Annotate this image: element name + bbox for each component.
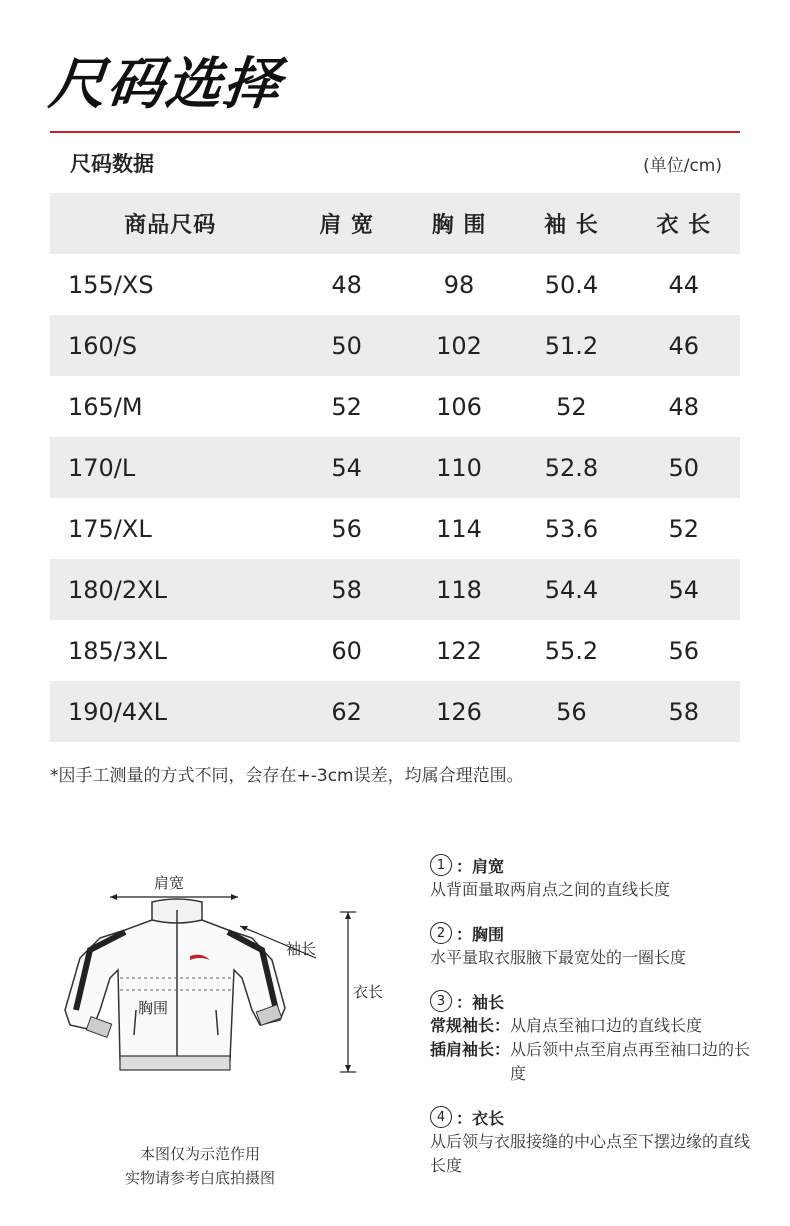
table-row bbox=[50, 376, 740, 437]
definition-text: 从背面量取两肩点之间的直线长度 bbox=[430, 880, 671, 899]
table-cell: 52 bbox=[668, 514, 700, 543]
measurement-note: *因手工测量的方式不同，会存在+-3cm误差，均属合理范围。 bbox=[50, 766, 524, 786]
table-row bbox=[50, 254, 740, 315]
table-cell: 56 bbox=[668, 636, 700, 665]
definition-chest: 2 ： 胸围 水平量取衣服腋下最宽处的一圈长度 bbox=[430, 920, 760, 970]
header-shoulder: 肩 宽 bbox=[290, 193, 402, 254]
row-value: 从后领中点至肩点再至袖口边的长度 bbox=[510, 1040, 751, 1083]
table-cell: 190/4XL bbox=[50, 681, 290, 742]
table-cell: 51.2 bbox=[515, 315, 627, 376]
header-size: 商品尺码 bbox=[50, 193, 290, 254]
table-cell: 56 bbox=[515, 681, 627, 742]
table-row bbox=[50, 437, 740, 498]
number-1-icon: 1 bbox=[430, 854, 452, 876]
table-cell: 50 bbox=[628, 437, 740, 498]
table-cell: 52.8 bbox=[515, 437, 627, 498]
table-cell: 180/2XL bbox=[50, 559, 290, 620]
table-cell: 175/XL bbox=[68, 514, 152, 543]
section-title: 尺码数据 bbox=[70, 152, 154, 176]
table-cell: 106 bbox=[436, 392, 482, 421]
header-sleeve: 袖 长 bbox=[515, 193, 627, 254]
table-cell: 102 bbox=[403, 315, 515, 376]
divider bbox=[50, 131, 740, 133]
definition-sleeve: 3 ： 袖长 常规袖长： 从肩点至袖口边的直线长度 插肩袖长： 从后领中点至肩点再至袖口边的长度 bbox=[430, 988, 760, 1086]
definition-title: 胸围 bbox=[472, 924, 505, 944]
row-value: 从肩点至袖口边的直线长度 bbox=[510, 1016, 703, 1035]
table-cell: 48 bbox=[668, 392, 700, 421]
table-cell: 126 bbox=[403, 681, 515, 742]
table-row bbox=[50, 315, 740, 376]
jacket-diagram bbox=[40, 860, 400, 1100]
table-row bbox=[50, 559, 740, 620]
table-cell: 52 bbox=[331, 392, 362, 421]
table-cell: 114 bbox=[436, 514, 482, 543]
definition-text: 水平量取衣服腋下最宽处的一圈长度 bbox=[430, 948, 687, 967]
size-table bbox=[50, 193, 740, 742]
definition-shoulder: 1 ： 肩宽 从背面量取两肩点之间的直线长度 bbox=[430, 852, 760, 902]
table-cell: 48 bbox=[331, 270, 362, 299]
definitions bbox=[430, 852, 760, 1196]
header-length: 衣 长 bbox=[628, 193, 740, 254]
table-cell: 118 bbox=[403, 559, 515, 620]
table-cell: 185/3XL bbox=[68, 636, 167, 665]
definition-text: 从后领与衣服接缝的中心点至下摆边缘的直线长度 bbox=[430, 1132, 751, 1175]
table-cell: 58 bbox=[628, 681, 740, 742]
diagram-label-chest: 胸围 bbox=[138, 999, 169, 1017]
table-row bbox=[50, 681, 740, 742]
definition-title: 肩宽 bbox=[472, 856, 505, 876]
unit-label: (单位/cm) bbox=[643, 156, 722, 176]
table-cell: 155/XS bbox=[68, 270, 154, 299]
table-cell: 54 bbox=[628, 559, 740, 620]
table-cell: 170/L bbox=[50, 437, 290, 498]
diagram-label-length: 衣长 bbox=[353, 983, 384, 1001]
page-title: 尺码选择 bbox=[46, 52, 285, 117]
diagram-caption bbox=[70, 1142, 330, 1190]
caption-line-2: 实物请参考白底拍摄图 bbox=[124, 1169, 275, 1187]
table-cell: 58 bbox=[290, 559, 402, 620]
definition-length: 4 ： 衣长 从后领与衣服接缝的中心点至下摆边缘的直线长度 bbox=[430, 1104, 760, 1178]
table-cell: 52 bbox=[556, 392, 587, 421]
table-cell: 122 bbox=[436, 636, 482, 665]
number-4-icon: 4 bbox=[430, 1106, 452, 1128]
jacket-illustration bbox=[40, 860, 400, 1100]
table-cell: 60 bbox=[331, 636, 362, 665]
definition-title: 袖长 bbox=[472, 992, 505, 1012]
table-row bbox=[50, 620, 740, 681]
sleeve-regular-row bbox=[430, 1014, 760, 1038]
diagram-label-shoulder: 肩宽 bbox=[154, 874, 185, 892]
table-cell: 98 bbox=[443, 270, 475, 299]
row-key: 常规袖长： bbox=[430, 1016, 511, 1035]
table-cell: 55.2 bbox=[544, 636, 599, 665]
definition-title: 衣长 bbox=[472, 1108, 505, 1128]
diagram-label-sleeve: 袖长 bbox=[286, 940, 317, 958]
table-cell: 53.6 bbox=[544, 514, 599, 543]
number-2-icon: 2 bbox=[430, 922, 452, 944]
number-3-icon: 3 bbox=[430, 990, 452, 1012]
table-cell: 165/M bbox=[68, 392, 143, 421]
table-cell: 56 bbox=[331, 514, 362, 543]
table-cell: 160/S bbox=[50, 315, 290, 376]
table-cell: 44 bbox=[668, 270, 700, 299]
table-cell: 110 bbox=[403, 437, 515, 498]
table-cell: 54.4 bbox=[515, 559, 627, 620]
table-cell: 54 bbox=[290, 437, 402, 498]
table-cell: 62 bbox=[290, 681, 402, 742]
table-cell: 50 bbox=[290, 315, 402, 376]
sleeve-raglan-row bbox=[430, 1038, 760, 1086]
header-chest: 胸 围 bbox=[403, 193, 515, 254]
row-key: 插肩袖长： bbox=[430, 1040, 511, 1059]
caption-line-1: 本图仅为示范作用 bbox=[139, 1145, 260, 1163]
table-row bbox=[50, 498, 740, 559]
table-cell: 46 bbox=[628, 315, 740, 376]
table-cell: 50.4 bbox=[544, 270, 599, 299]
table-header-row bbox=[50, 193, 740, 254]
